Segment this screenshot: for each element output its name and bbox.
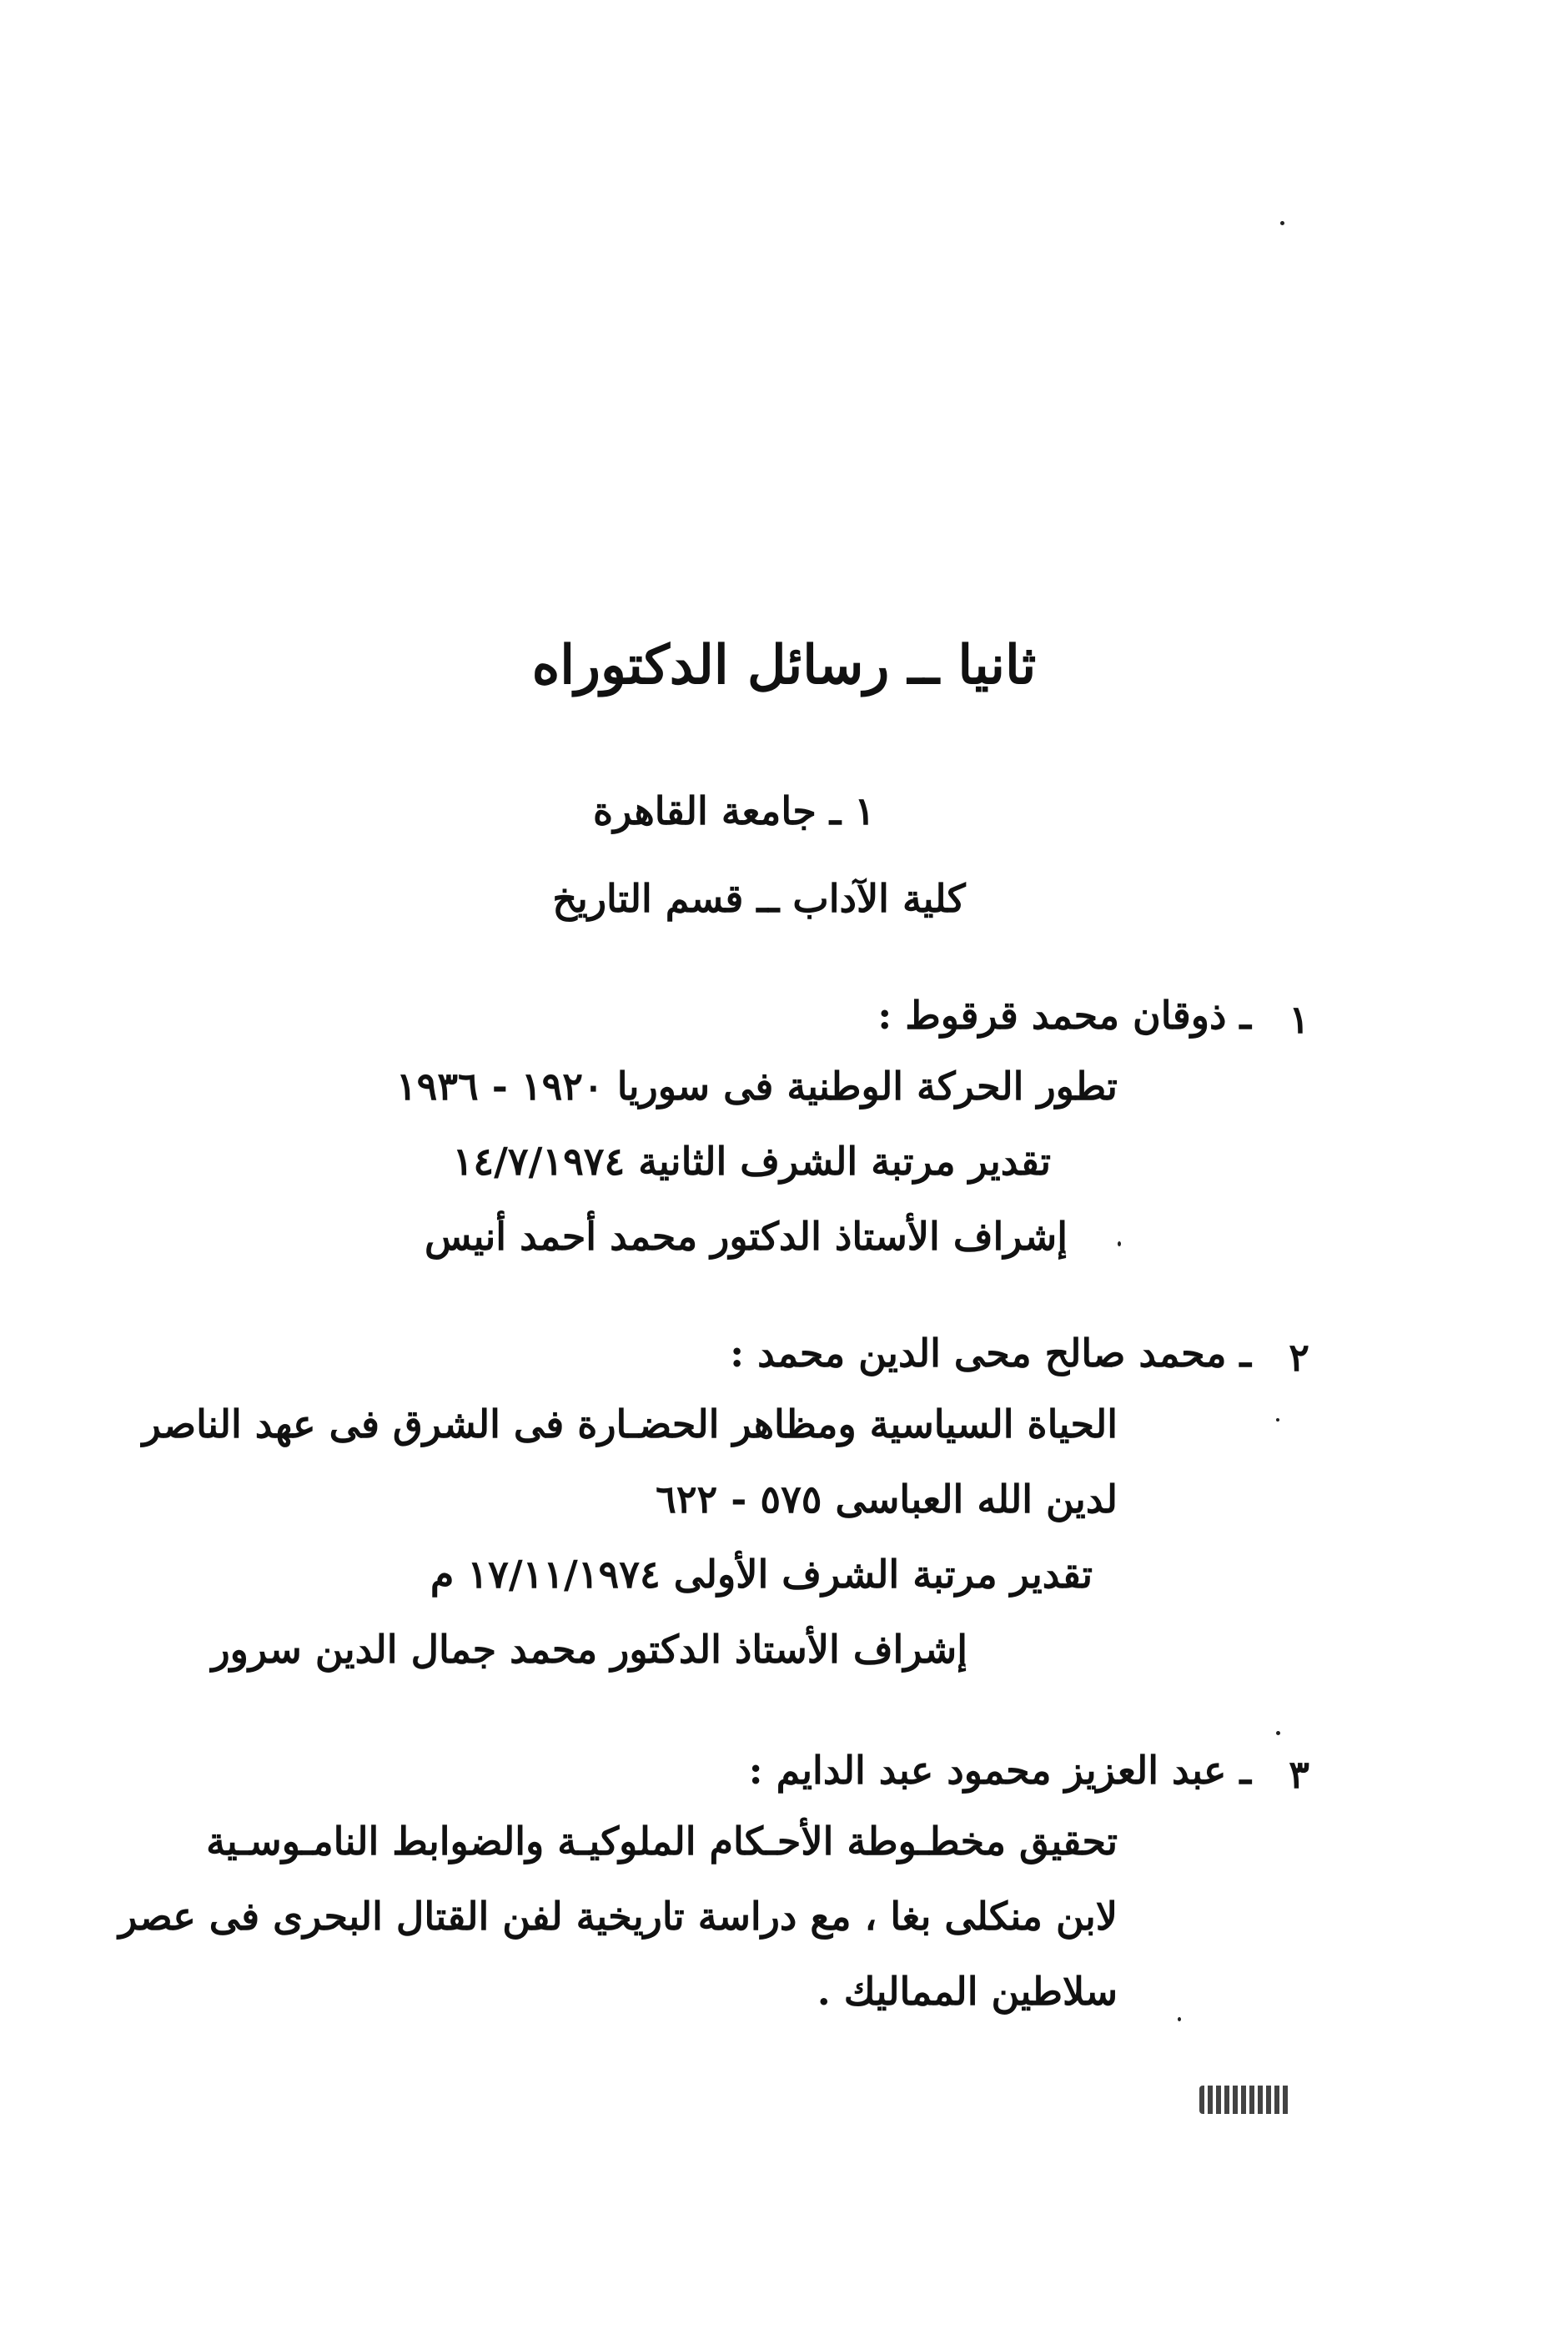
entry-1-number: ١ (1289, 997, 1309, 1042)
entry-1-title: تطور الحركة الوطنية فى سوريا ١٩٢٠ - ١٩٣٦ (395, 1064, 1118, 1109)
entry-2-author: ـ محمد صالح محى الدين محمد : (730, 1331, 1251, 1376)
faculty-heading: كلية الآداب ــ قسم التاريخ (552, 876, 966, 921)
scan-speck (1276, 1731, 1280, 1735)
scan-speck (1280, 221, 1284, 225)
section-heading: ثانيا ــ رسائل الدكتوراه (531, 634, 1037, 697)
page-stamp-mark (1199, 2086, 1291, 2114)
entry-3-title-line-2: لابن منكلى بغا ، مع دراسة تاريخية لفن القتال البحرى فى عصر (118, 1894, 1118, 1939)
university-heading: ١ ـ جامعة القاهرة (592, 788, 875, 833)
scan-speck (1276, 1418, 1279, 1422)
entry-3-number: ٣ (1289, 1752, 1309, 1797)
scan-speck (1118, 1241, 1121, 1246)
entry-3-title-line-1: تحقيق مخطـوطة الأحـكام الملوكيـة والضوابط النامـوسـية (206, 1819, 1118, 1864)
entry-2-number: ٢ (1289, 1335, 1309, 1380)
entry-2-title-line-1: الحياة السياسية ومظاهر الحضـارة فى الشرق فى عهد الناصر (142, 1401, 1118, 1447)
entry-1-grade: تقدير مرتبة الشرف الثانية ١٤/٧/١٩٧٤ (452, 1139, 1051, 1184)
entry-3-title-line-3: سلاطين المماليك . (817, 1969, 1118, 2014)
entry-2-grade: تقدير مرتبة الشرف الأولى ١٧/١١/١٩٧٤ م (430, 1552, 1093, 1597)
entry-3-author: ـ عبد العزيز محمود عبد الدايم : (748, 1748, 1251, 1793)
entry-2-supervisor: إشراف الأستاذ الدكتور محمد جمال الدين سرور (211, 1627, 967, 1672)
scan-speck (1178, 2017, 1181, 2021)
entry-1-author: ـ ذوقان محمد قرقوط : (877, 993, 1251, 1038)
entry-2-title-line-2: لدين الله العباسى ٥٧٥ - ٦٢٢ (656, 1477, 1118, 1522)
entry-1-supervisor: إشراف الأستاذ الدكتور محمد أحمد أنيس (424, 1214, 1068, 1259)
